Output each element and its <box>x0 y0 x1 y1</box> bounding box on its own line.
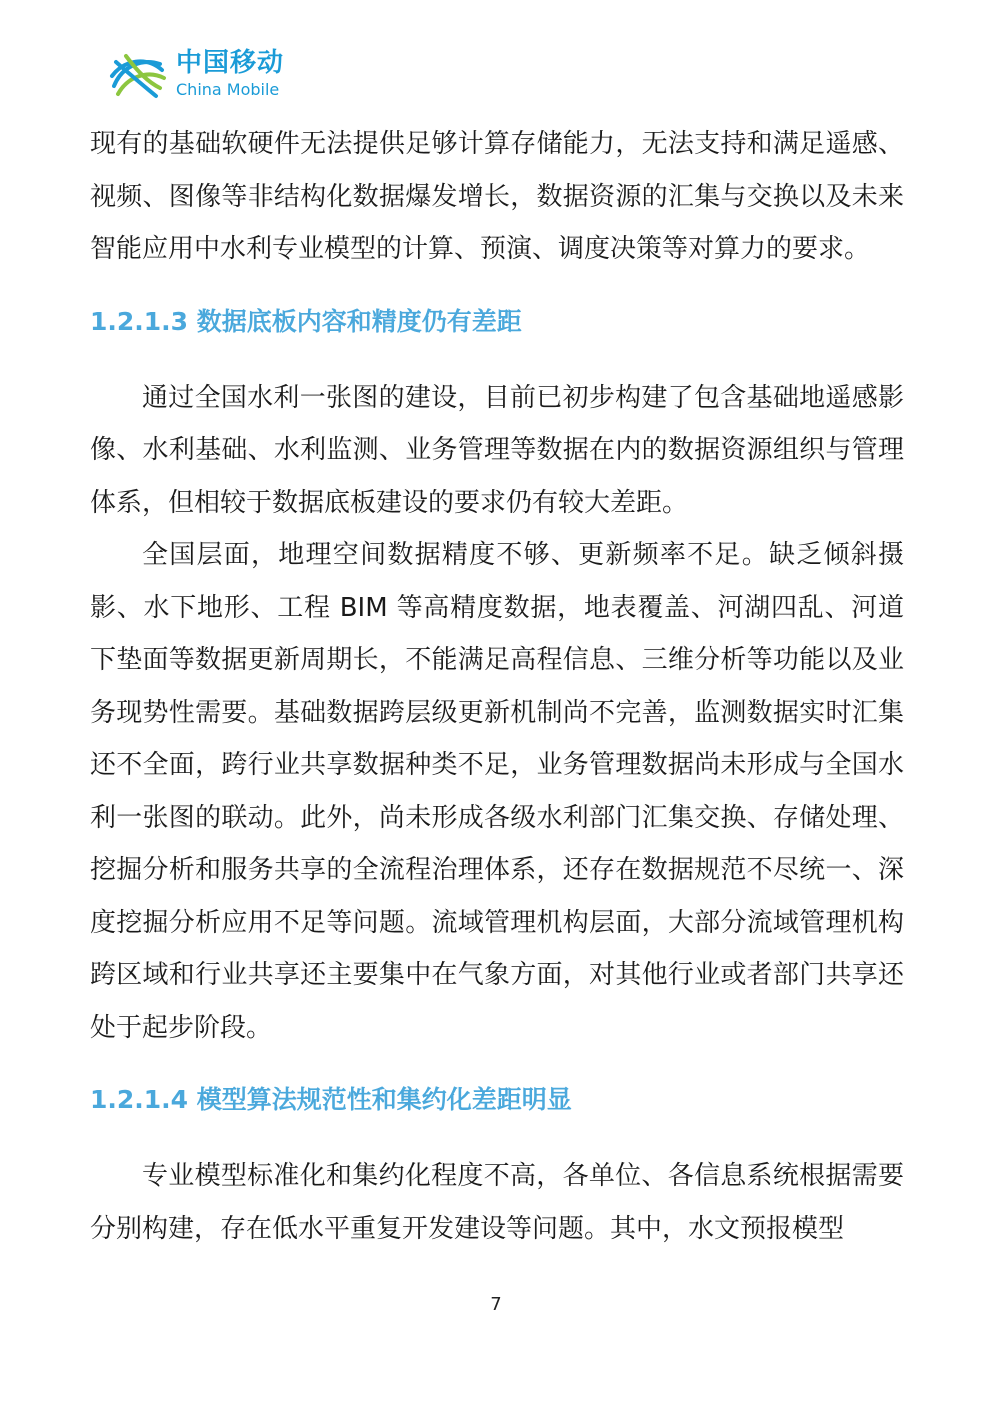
paragraph-1-2-1-4-a: 专业模型标准化和集约化程度不高，各单位、各信息系统根据需要分别构建，存在低水平重复开发建设等问题。其中，水文预报模型 <box>90 1161 904 1244</box>
page-header <box>108 44 348 106</box>
china-mobile-logo-icon <box>108 48 168 102</box>
document-body <box>90 118 904 1255</box>
paragraph-intro: 现有的基础软硬件无法提供足够计算存储能力，无法支持和满足遥感、视频、图像等非结构化数据爆发增长，数据资源的汇集与交换以及未来智能应用中水利专业模型的计算、预演、调度决策等对算力的要求。 <box>90 129 904 264</box>
logo-english-name: China Mobile <box>176 80 280 99</box>
logo-chinese-name: 中国移动 <box>176 48 285 78</box>
paragraph-1-2-1-3-a: 通过全国水利一张图的建设，目前已初步构建了包含基础地遥感影像、水利基础、水利监测、业务管理等数据在内的数据资源组织与管理体系，但相较于数据底板建设的要求仍有较大差距。 <box>90 382 904 518</box>
section-heading-1-2-1-3: 1.2.1.3 数据底板内容和精度仍有差距 <box>90 306 522 336</box>
paragraph-1-2-1-3-b: 全国层面，地理空间数据精度不够、更新频率不足。缺乏倾斜摄影、水下地形、工程 BIM 等高精度数据，地表覆盖、河湖四乱、河道下垫面等数据更新周期长，不能满足高程信息、三维分析等功能以及业务现势性需要。基础数据跨层级更新机制尚不完善，监测数据实时汇集还不全面，跨行业共享数据种类不足，业务管理数据尚未形成与全国水利一张图的联动。此外，尚未形成各级水利部门汇集交换、存储处理、挖掘分析和服务共享的全流程治理体系，还存在数据规范不尽统一、深度挖掘分析应用不足等问题。流域管理机构层面，大部分流域管理机构跨区域和行业共享还主要集中在气象方面，对其他行业或者部门共享还处于起步阶段。 <box>90 540 904 1043</box>
section-heading-1-2-1-4: 1.2.1.4 模型算法规范性和集约化差距明显 <box>90 1085 572 1114</box>
page-number: 7 <box>490 1294 502 1315</box>
